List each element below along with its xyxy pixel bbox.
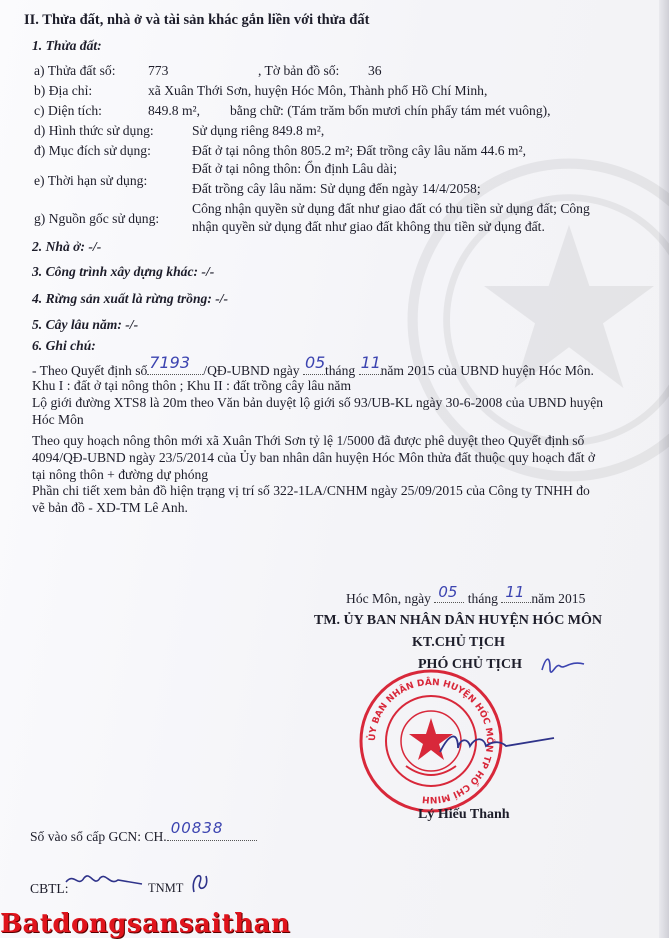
registry-number-field xyxy=(167,819,257,841)
section-title: II. Thửa đất, nhà ở và tài sản khác gắn liền với thửa đất xyxy=(24,12,370,28)
usage-term-line2: Đất trồng cây lâu năm: Sử dụng đến ngày 14/4/2058; xyxy=(192,181,481,196)
signing-month-label: tháng xyxy=(467,591,498,606)
notes-line4: Hóc Môn xyxy=(32,412,84,427)
signature-scribble-icon xyxy=(436,724,566,764)
usage-term-label: e) Thời hạn sử dụng: xyxy=(34,173,148,188)
notes-line1-suffix: năm 2015 của UBND huyện Hóc Môn. xyxy=(380,363,594,378)
cbtl-signature-icon xyxy=(64,868,144,894)
usage-origin-line2: nhận quyền sử dụng đất như giao đất không thu tiền sử dụng đất. xyxy=(192,219,545,234)
land-heading: 1. Thửa đất: xyxy=(32,38,102,53)
signer-role-2: PHÓ CHỦ TỊCH xyxy=(418,657,522,672)
signing-month-field xyxy=(501,583,531,603)
area-value: 849.8 m², xyxy=(148,103,201,118)
notes-line9: vẽ bản đồ - XD-TM Lê Anh. xyxy=(32,500,188,515)
usage-form-label: d) Hình thức sử dụng: xyxy=(34,123,154,138)
signing-day-field xyxy=(434,583,464,603)
notes-heading: 6. Ghi chú: xyxy=(32,338,96,353)
construction-section: 3. Công trình xây dựng khác: -/- xyxy=(32,264,215,279)
address-label: b) Địa chỉ: xyxy=(34,83,93,98)
tnmt-initial-icon xyxy=(188,868,212,896)
notes-line7: tại nông thôn + đường dự phóng xyxy=(32,467,209,482)
notes-line5: Theo quy hoạch nông thôn mới xã Xuân Thới Sơn tỷ lệ 1/5000 đã được phê duyệt theo Quyết định số xyxy=(32,433,585,448)
lot-number: 773 xyxy=(148,63,169,78)
usage-purpose-value: Đất ở tại nông thôn 805.2 m²; Đất trồng cây lâu năm 44.6 m², xyxy=(192,143,526,158)
registry-number xyxy=(30,819,257,845)
lot-label: a) Thửa đất số: xyxy=(34,63,116,78)
decision-month-handwritten: 11 xyxy=(360,353,381,372)
registry-label: Số vào sổ cấp GCN: CH. xyxy=(30,829,167,844)
notes-line1-mid: /QĐ-UBND ngày xyxy=(203,363,300,378)
decision-number-handwritten: 7193 xyxy=(149,353,191,372)
notes-line3: Lộ giới đường XTS8 là 20m theo Văn bản duyệt lộ giới số 93/UB-KL ngày 30-6-2008 của UBND huyện xyxy=(32,395,604,410)
tnmt-label: TNMT xyxy=(148,881,184,895)
decision-day-field xyxy=(303,353,326,375)
forest-section: 4. Rừng sản xuất là rừng trồng: -/- xyxy=(32,291,229,306)
area-label: c) Diện tích: xyxy=(34,103,102,118)
cbtl-label: CBTL: xyxy=(30,881,69,896)
house-section: 2. Nhà ở: -/- xyxy=(32,239,102,254)
map-label: , Tờ bản đồ số: xyxy=(258,63,340,78)
signing-date xyxy=(346,583,586,607)
registry-number-handwritten: 00838 xyxy=(170,819,224,837)
signing-date-prefix: Hóc Môn, ngày xyxy=(346,591,431,606)
usage-origin-label: g) Nguồn gốc sử dụng: xyxy=(34,211,160,226)
perennial-section: 5. Cây lâu năm: -/- xyxy=(32,317,139,332)
decision-month-field xyxy=(359,353,381,375)
decision-day-handwritten: 05 xyxy=(304,353,326,372)
signer-role-1: KT.CHỦ TỊCH xyxy=(412,635,505,650)
notes-line1-month-label: tháng xyxy=(324,363,356,378)
area-in-words: bằng chữ: (Tám trăm bốn mươi chín phẩy tám mét vuông), xyxy=(230,103,551,118)
usage-term-line1: Đất ở tại nông thôn: Ổn định Lâu dài; xyxy=(192,161,398,176)
signer-name: Lý Hiếu Thanh xyxy=(418,807,510,822)
notes-line2: Khu I : đất ở tại nông thôn ; Khu II : đất trồng cây lâu năm xyxy=(32,378,352,393)
signing-month-handwritten: 11 xyxy=(505,583,525,601)
seal-ring-text: ỦY BAN NHÂN DÂN HUYỆN HÓC MÔN TP HỒ CHÍ MINH xyxy=(367,677,495,805)
watermark-text: Batdongsansaithan xyxy=(0,909,291,939)
usage-origin-line1: Công nhận quyền sử dụng đất như giao đất có thu tiền sử dụng đất; Công xyxy=(192,201,590,216)
initial-scribble-icon xyxy=(540,652,586,676)
notes-line1-prefix: - Theo Quyết định số xyxy=(32,363,148,378)
address-value: xã Xuân Thới Sơn, huyện Hóc Môn, Thành phố Hồ Chí Minh, xyxy=(148,83,488,98)
notes-line8: Phần chi tiết xem bản đồ hiện trạng vị trí số 322-1LA/CNHM ngày 25/09/2015 của Công ty TNHH đo xyxy=(32,483,590,498)
usage-purpose-label: đ) Mục đích sử dụng: xyxy=(34,143,151,158)
usage-form-value: Sử dụng riêng 849.8 m², xyxy=(192,123,325,138)
issuing-organization: TM. ỦY BAN NHÂN DÂN HUYỆN HÓC MÔN xyxy=(314,613,603,628)
notes-line6: 4094/QĐ-UBND ngày 23/5/2014 của Ủy ban nhân dân huyện Hóc Môn thửa đất thuộc quy hoạch đất ở xyxy=(32,450,596,465)
decision-number-field xyxy=(147,353,203,375)
signing-date-suffix: năm 2015 xyxy=(531,591,586,606)
signing-day-handwritten: 05 xyxy=(438,583,458,601)
map-number: 36 xyxy=(368,63,382,78)
